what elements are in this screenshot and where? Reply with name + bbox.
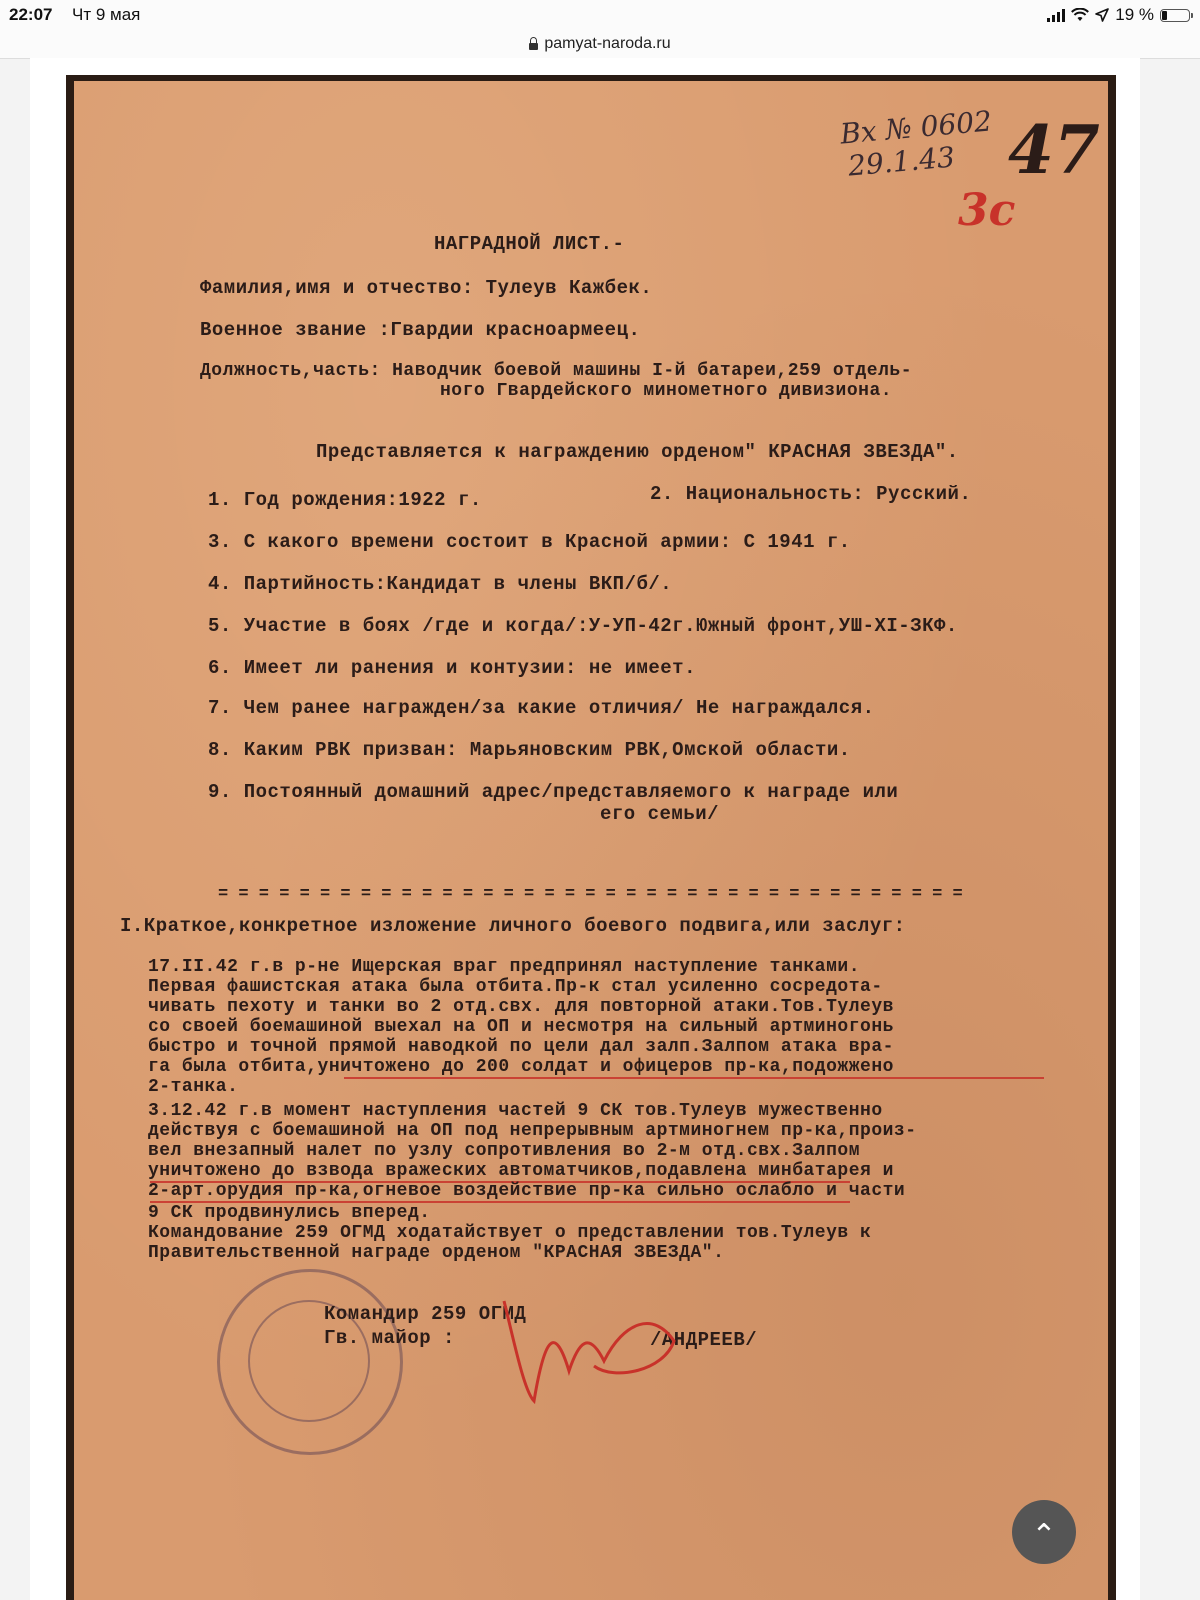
body-line: Первая фашистская атака была отбита.Пр-к стал усиленно сосредота- <box>148 977 883 997</box>
item-previous-awards: 7. Чем ранее награжден/за какие отличия/ Не награждался. <box>208 697 875 719</box>
item-service-since: 3. С какого времени состоит в Красной армии: С 1941 г. <box>208 531 851 553</box>
field-position-cont: ного Гвардейского минометного дивизиона. <box>440 381 893 401</box>
item-wounds: 6. Имеет ли ранения и контузии: не имеет. <box>208 657 696 679</box>
official-seal <box>217 1269 403 1455</box>
scroll-to-top-button[interactable] <box>1012 1500 1076 1564</box>
url-domain[interactable]: pamyat-naroda.ru <box>544 35 671 52</box>
handwritten-date: 29.1.43 <box>846 140 957 183</box>
signature-name: /АНДРЕЕВ/ <box>650 1329 758 1351</box>
item-conscription: 8. Каким РВК призван: Марьяновским РВК,Омской области. <box>208 739 851 761</box>
body-line: 2-танка. <box>148 1077 239 1097</box>
item-home-address-cont: его семьи/ <box>600 803 720 825</box>
lock-icon <box>529 43 538 50</box>
battery-icon <box>1160 9 1190 22</box>
field-position: Должность,часть: Наводчик боевой машины I-й батареи,259 отдель- <box>200 361 913 381</box>
item-home-address: 9. Постоянный домашний адрес/представляемого к награде или <box>208 781 899 803</box>
cellular-signal-icon <box>1047 9 1065 22</box>
body-line: действуя с боемашиной на ОП под непрерывным артминогнем пр-ка,произ- <box>148 1121 917 1141</box>
status-bar <box>0 0 1200 30</box>
handwritten-incoming-number: Вх № 0602 <box>838 104 994 151</box>
location-arrow-icon <box>1095 8 1109 22</box>
nomination-line: Представляется к награждению орденом" КРАСНАЯ ЗВЕЗДА". <box>316 441 959 463</box>
chevron-up-icon: ⌃ <box>1031 1519 1057 1552</box>
body-line: га была отбита,уничтожено до 200 солдат и офицеров пр-ка,подожжено <box>148 1057 894 1077</box>
url-bar[interactable] <box>0 30 1200 59</box>
separator-line: = = = = = = = = = = = = = = = = = = = = = = = = = = = = = = = = = = = = = <box>218 885 963 904</box>
section-heading: I.Краткое,конкретное изложение личного боевого подвига,или заслуг: <box>120 915 906 937</box>
status-date: Чт 9 мая <box>72 5 141 24</box>
body-line: 2-арт.орудия пр-ка,огневое воздействие пр-ка сильно ослабло и части <box>148 1181 906 1201</box>
status-right <box>1047 5 1190 25</box>
handwritten-red-mark: 3с <box>958 185 1016 236</box>
award-sheet <box>74 81 1108 1600</box>
red-signature <box>494 1281 694 1411</box>
body-line: вел внезапный налет по узлу сопротивления во 2-м отд.свх.Залпом <box>148 1141 861 1161</box>
body-line: Правительственной награде орденом "КРАСНАЯ ЗВЕЗДА". <box>148 1243 725 1263</box>
document-title: НАГРАДНОЙ ЛИСТ.- <box>434 233 625 255</box>
status-time: 22:07 <box>9 5 53 24</box>
document-scan <box>66 75 1116 1600</box>
item-birth-year: 1. Год рождения:1922 г. <box>208 489 482 511</box>
body-line: со своей боемашиной выехал на ОП и несмотря на сильный артминогонь <box>148 1017 894 1037</box>
page-content <box>30 58 1140 1600</box>
item-party: 4. Партийность:Кандидат в члены ВКП/б/. <box>208 573 673 595</box>
body-line: Командование 259 ОГМД ходатайствует о представлении тов.Тулеув к <box>148 1223 872 1243</box>
item-battles: 5. Участие в боях /где и когда/:У-УП-42г.Южный фронт,УШ-XI-ЗКФ. <box>208 615 958 637</box>
body-line: 9 СК продвинулись вперед. <box>148 1203 431 1223</box>
body-line: уничтожено до взвода вражеских автоматчиков,подавлена минбатарея и <box>148 1161 894 1181</box>
item-nationality: 2. Национальность: Русский. <box>650 483 972 505</box>
battery-percent: 19 % <box>1115 5 1154 24</box>
wifi-icon <box>1071 8 1089 22</box>
body-line: чивать пехоту и танки во 2 отд.свх. для повторной атаки.Тов.Тулеув <box>148 997 894 1017</box>
field-full-name: Фамилия,имя и отчество: Тулеув Кажбек. <box>200 277 653 299</box>
red-underline <box>344 1077 1044 1079</box>
body-line: 17.II.42 г.в р-не Ищерская враг предпринял наступление танками. <box>148 957 861 977</box>
field-rank: Военное звание :Гвардии красноармеец. <box>200 319 641 341</box>
body-line: 3.12.42 г.в момент наступления частей 9 СК тов.Тулеув мужественно <box>148 1101 883 1121</box>
signature-commander: Командир 259 ОГМД <box>324 1303 527 1325</box>
body-line: быстро и точной прямой наводкой по цели дал залп.Залпом атака вра- <box>148 1037 894 1057</box>
signature-rank: Гв. майор : <box>324 1327 455 1349</box>
handwritten-number: 47 <box>1008 111 1100 189</box>
